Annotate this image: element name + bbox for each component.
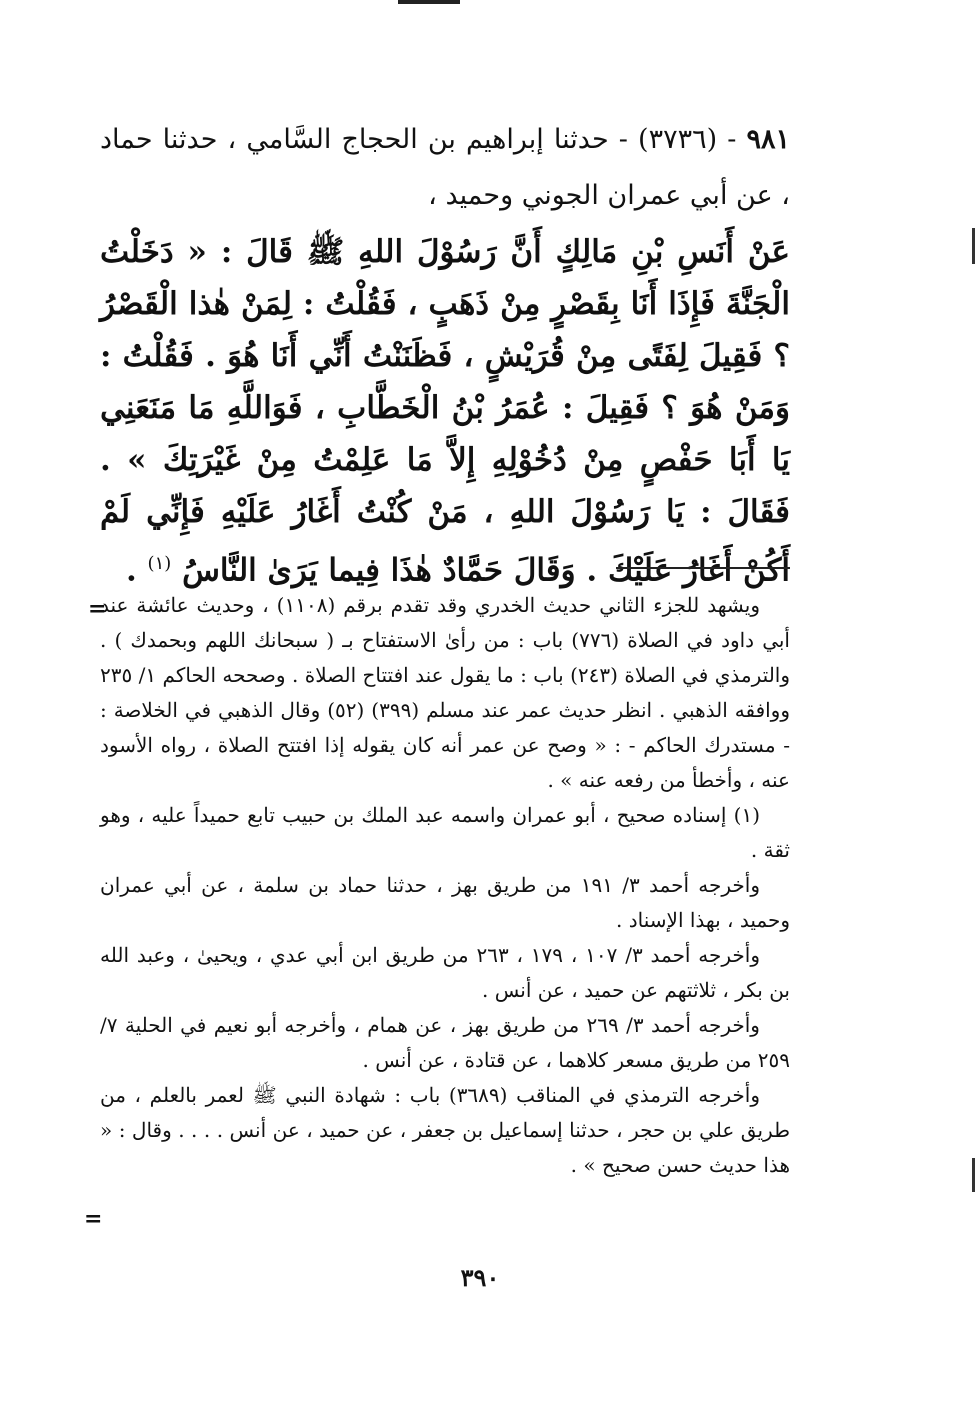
- continuation-mark: =: [88, 596, 107, 622]
- page-number: ٣٩٠: [460, 1263, 500, 1292]
- footnote-paragraph: وأخرجه أحمد ٣/ ١٠٧ ، ١٧٩ ، ٢٦٣ من طريق ابن أبي عدي ، ويحيىٰ ، وعبد الله بن بكر ، ثلاثتهم عن حميد ، عن أنس .: [100, 943, 790, 1002]
- footnote-separator: [616, 567, 790, 569]
- hadith-header: [100, 112, 790, 224]
- footnotes: [100, 588, 790, 1183]
- footnote-reference: (١): [147, 553, 172, 574]
- right-edge-mark: [972, 1158, 975, 1192]
- continuation-mark: =: [84, 1206, 103, 1232]
- footnote-paragraph: ويشهد للجزء الثاني حديث الخدري وقد تقدم برقم (١١٠٨) ، وحديث عائشة عند أبي داود في الصلاة (٧٧٦) باب : من رأىٰ الاستفتاح بـ ( سبحانك اللهم وبحمدك ) . والترمذي في الصلاة (٢٤٣) باب : ما يقول عند افتتاح الصلاة . وصححه الحاكم ١/ ٢٣٥ ووافقه الذهبي . انظر حديث عمر عند مسلم (٣٩٩) (٥٢) وقال الذهبي في الخلاصة : - مستدرك الحاكم - : « وصح عن عمر أنه كان يقوله إذا افتتح الصلاة ، رواه الأسود عنه ، وأخطأ من رفعه عنه » .: [100, 593, 791, 792]
- footnote-paragraph: وأخرجه الترمذي في المناقب (٣٦٨٩) باب : شهادة النبي ﷺ لعمر بالعلم ، من طريق علي بن حجر ، حدثنا إسماعيل بن جعفر ، عن حميد ، عن أنس . . . . وقال : « هذا حديث حسن صحيح » .: [100, 1083, 790, 1177]
- footnote-paragraph: وأخرجه أحمد ٣/ ٢٦٩ من طريق بهز ، عن همام ، وأخرجه أبو نعيم في الحلية ٧/ ٢٥٩ من طريق مسعر كلاهما ، عن قتادة ، عن أنس .: [100, 1013, 790, 1072]
- hadith-matn: عَنْ أَنَسِ بْنِ مَالِكٍ أَنَّ رَسُوْلَ اللهِ ﷺ قَالَ : « دَخَلْتُ الْجَنَّةَ فَإِذَا أَنَا بِقَصْرٍ مِنْ ذَهَبٍ ، فَقُلْتُ : لِمَنْ هٰذا الْقَصْرُ ؟ فَقِيلَ لِفَتًى مِنْ قُرَيْشٍ ، فَظَنَنْتُ أَنِّي أَنَا هُوَ . فَقُلْتُ : وَمَنْ هُوَ ؟ فَقِيلَ : عُمَرُ بْنُ الْخَطَّابِ ، فَوَاللَّهِ مَا مَنَعَنِي يَا أَبَا حَفْصٍ مِنْ دُخُوْلِهِ إِلاَّ مَا عَلِمْتُ مِنْ غَيْرَتِكَ » . فَقَالَ : يَا رَسُوْلَ اللهِ ، مَنْ كُنْتُ أَغَارُ عَلَيْهِ فَإِنِّي لَمْ أَكُنْ أَغَارُ عَلَيْكَ . وَقَالَ حَمَّادٌ هٰذَا فِيما يَرَىٰ النَّاسُ: [100, 234, 790, 589]
- footnote-paragraph: وأخرجه أحمد ٣/ ١٩١ من طريق بهز ، حدثنا حماد بن سلمة ، عن أبي عمران وحميد ، بهذا الإسناد .: [100, 873, 790, 932]
- hadith-text: عَنْ أَنَسِ بْنِ مَالِكٍ أَنَّ رَسُوْلَ اللهِ ﷺ قَالَ : « دَخَلْتُ الْجَنَّةَ فَإِذَا أَنَا بِقَصْرٍ مِنْ ذَهَبٍ ، فَقُلْتُ : لِمَنْ هٰذا الْقَصْرُ ؟ فَقِيلَ لِفَتًى مِنْ قُرَيْشٍ ، فَظَنَنْتُ أَنِّي أَنَا هُوَ . فَقُلْتُ : وَمَنْ هُوَ ؟ فَقِيلَ : عُمَرُ بْنُ الْخَطَّابِ ، فَوَاللَّهِ مَا مَنَعَنِي يَا أَبَا حَفْصٍ مِنْ دُخُوْلِهِ إِلاَّ مَا عَلِمْتُ مِنْ غَيْرَتِكَ » . فَقَالَ : يَا رَسُوْلَ اللهِ ، مَنْ كُنْتُ أَغَارُ عَلَيْهِ فَإِنِّي لَمْ أَكُنْ أَغَارُ عَلَيْكَ . وَقَالَ حَمَّادٌ هٰذَا فِيما يَرَىٰ النَّاسُ $^{(١)}$ .: [100, 234, 790, 589]
- hadith-number: ٩٨١: [746, 124, 790, 155]
- top-edge-mark: [398, 0, 460, 4]
- right-edge-mark: [972, 228, 975, 264]
- isnad-text: - (٣٧٣٦) - حدثنا إبراهيم بن الحجاج السَّامي ، حدثنا حماد ، عن أبي عمران الجوني وحميد ،: [100, 124, 790, 211]
- footnote-paragraph: (١) إسناده صحيح ، أبو عمران واسمه عبد الملك بن حبيب تابع حميداً عليه ، وهو ثقة .: [100, 803, 790, 862]
